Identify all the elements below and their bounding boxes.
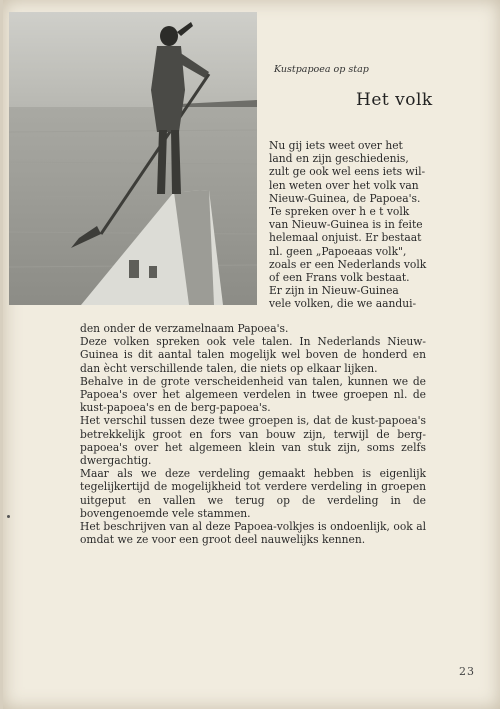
text-line: Te spreken over h e t volk — [269, 205, 410, 219]
paragraph: Deze volken spreken ook vele talen. In Nederlands Nieuw-Guinea is dit aantal talen mogelijk wel boven de honderd en dan ècht verschillende talen, die niets op elkaar lijken. — [80, 335, 426, 375]
photo-coastal-papuan — [9, 12, 257, 305]
page-number: 23 — [459, 665, 475, 678]
text-line: zoals er een Nederlands volk — [269, 257, 427, 271]
margin-mark — [7, 515, 10, 518]
text-line: vele volken, die we aandui- — [269, 297, 417, 311]
text-line: Nu gij iets weet over het — [269, 139, 403, 152]
text-line: land en zijn geschiedenis, — [269, 152, 409, 166]
paragraph: Behalve in de grote verscheidenheid van talen, kunnen we de Papoea's over het algemeen verdelen in twee groepen nl. de kust-papoea's en de berg-papoea's. — [80, 374, 426, 415]
text-line: of een Frans volk bestaat. — [269, 271, 410, 285]
body-text — [80, 322, 426, 546]
text-line: Er zijn in Nieuw-Guinea — [269, 284, 399, 298]
text-line: len weten over het volk van — [269, 178, 419, 192]
photo-caption: Kustpapoea op stap — [274, 64, 369, 75]
paragraph: Het verschil tussen deze twee groepen is, dat de kust-papoea's betrekkelijk groot en fors van bouw zijn, terwijl de berg-papoea's over het algemeen klein van stuk zijn, soms zelfs dwergachtig. — [80, 414, 426, 468]
text-line: Nieuw-Guinea, de Papoea's. — [269, 191, 421, 205]
photo-illustration — [9, 12, 257, 305]
section-title: Het volk — [356, 90, 433, 110]
column-text — [269, 139, 427, 311]
text-line: helemaal onjuist. Er bestaat — [269, 231, 422, 245]
text-line: zult ge ook wel eens iets wil- — [269, 165, 426, 179]
paragraph: den onder de verzamelnaam Papoea's. — [80, 322, 289, 335]
text-line: nl. geen „Papoeaas volk", — [269, 244, 407, 258]
paragraph: Het beschrijven van al deze Papoea-volkjes is ondoenlijk, ook al omdat we ze voor een groot deel nauwelijks kennen. — [80, 520, 426, 547]
text-line: van Nieuw-Guinea is in feite — [269, 218, 423, 232]
paragraph: Maar als we deze verdeling gemaakt hebben is eigenlijk tegelijkertijd de mogelijkheid tot verdere verdeling in groepen uitgeput en vallen we terug op de verdeling in de bovengenoemde vele stammen. — [80, 467, 426, 520]
